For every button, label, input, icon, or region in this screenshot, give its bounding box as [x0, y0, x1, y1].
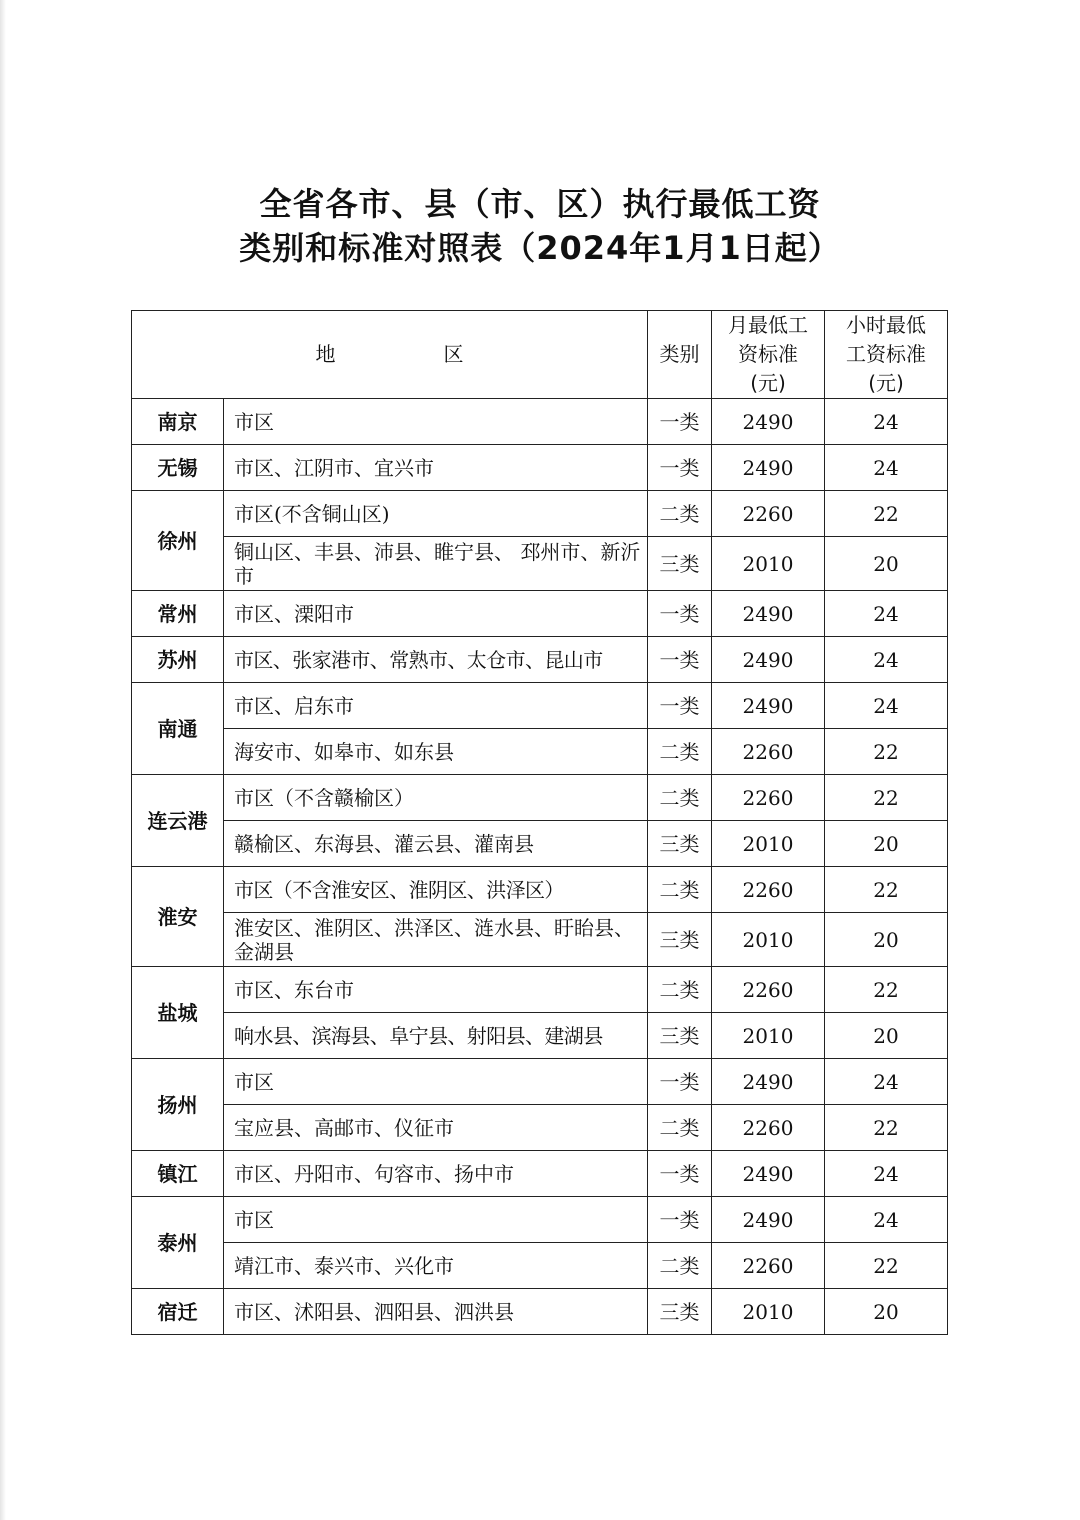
table-row	[132, 537, 948, 591]
table-row	[132, 683, 948, 729]
monthly-cell: 2260	[712, 729, 825, 775]
header-region: 地 区	[132, 311, 648, 399]
header-category: 类别	[648, 311, 712, 399]
area-cell: 市区(不含铜山区)	[224, 491, 648, 537]
title-line-2: 类别和标准对照表（2024年1月1日起）	[239, 229, 841, 267]
city-cell: 南通	[132, 683, 224, 775]
monthly-cell: 2260	[712, 775, 825, 821]
monthly-cell: 2490	[712, 591, 825, 637]
area-cell: 市区、启东市	[224, 683, 648, 729]
document-title	[0, 182, 1080, 270]
area-cell: 市区、沭阳县、泗阳县、泗洪县	[224, 1289, 648, 1335]
category-cell: 二类	[648, 867, 712, 913]
monthly-cell: 2260	[712, 1105, 825, 1151]
city-cell: 淮安	[132, 867, 224, 967]
table-row	[132, 591, 948, 637]
category-cell: 一类	[648, 637, 712, 683]
hourly-cell: 22	[825, 729, 948, 775]
city-cell: 泰州	[132, 1197, 224, 1289]
table-row	[132, 1151, 948, 1197]
area-cell: 铜山区、丰县、沛县、睢宁县、 邳州市、新沂市	[224, 537, 648, 591]
area-cell: 市区	[224, 399, 648, 445]
hourly-cell: 20	[825, 1289, 948, 1335]
hourly-cell: 22	[825, 491, 948, 537]
hourly-cell: 20	[825, 913, 948, 967]
area-cell: 市区、溧阳市	[224, 591, 648, 637]
area-cell: 市区、张家港市、常熟市、太仓市、昆山市	[224, 637, 648, 683]
monthly-cell: 2490	[712, 1197, 825, 1243]
monthly-cell: 2010	[712, 537, 825, 591]
monthly-cell: 2010	[712, 913, 825, 967]
category-cell: 三类	[648, 821, 712, 867]
hourly-cell: 20	[825, 537, 948, 591]
table-row	[132, 1105, 948, 1151]
category-cell: 二类	[648, 729, 712, 775]
area-cell: 淮安区、淮阴区、洪泽区、涟水县、盱眙县、金湖县	[224, 913, 648, 967]
header-row	[132, 311, 948, 399]
hourly-cell: 22	[825, 1243, 948, 1289]
table-row	[132, 491, 948, 537]
monthly-cell: 2260	[712, 967, 825, 1013]
category-cell: 三类	[648, 537, 712, 591]
hourly-cell: 22	[825, 967, 948, 1013]
area-cell: 市区（不含赣榆区）	[224, 775, 648, 821]
area-cell: 市区（不含淮安区、淮阴区、洪泽区）	[224, 867, 648, 913]
category-cell: 二类	[648, 1243, 712, 1289]
area-cell: 海安市、如皋市、如东县	[224, 729, 648, 775]
monthly-cell: 2260	[712, 1243, 825, 1289]
header-monthly-standard: 月最低工 资标准 (元)	[712, 311, 825, 399]
city-cell: 徐州	[132, 491, 224, 591]
area-cell: 市区、东台市	[224, 967, 648, 1013]
city-cell: 南京	[132, 399, 224, 445]
hourly-cell: 24	[825, 1151, 948, 1197]
hourly-cell: 24	[825, 399, 948, 445]
hourly-cell: 24	[825, 1197, 948, 1243]
table-row	[132, 637, 948, 683]
area-cell: 宝应县、高邮市、仪征市	[224, 1105, 648, 1151]
table-row	[132, 1059, 948, 1105]
hourly-cell: 24	[825, 637, 948, 683]
table-row	[132, 399, 948, 445]
city-cell: 镇江	[132, 1151, 224, 1197]
monthly-cell: 2490	[712, 683, 825, 729]
category-cell: 二类	[648, 491, 712, 537]
table-row	[132, 867, 948, 913]
city-cell: 宿迁	[132, 1289, 224, 1335]
area-cell: 靖江市、泰兴市、兴化市	[224, 1243, 648, 1289]
hourly-cell: 22	[825, 1105, 948, 1151]
area-cell: 市区	[224, 1059, 648, 1105]
category-cell: 二类	[648, 967, 712, 1013]
category-cell: 一类	[648, 445, 712, 491]
city-cell: 苏州	[132, 637, 224, 683]
hourly-cell: 24	[825, 591, 948, 637]
category-cell: 一类	[648, 1197, 712, 1243]
table-row	[132, 913, 948, 967]
table-row	[132, 1197, 948, 1243]
city-cell: 扬州	[132, 1059, 224, 1151]
table-row	[132, 775, 948, 821]
table-row	[132, 445, 948, 491]
hourly-cell: 20	[825, 1013, 948, 1059]
city-cell: 常州	[132, 591, 224, 637]
category-cell: 二类	[648, 1105, 712, 1151]
category-cell: 三类	[648, 1289, 712, 1335]
category-cell: 三类	[648, 1013, 712, 1059]
monthly-cell: 2490	[712, 445, 825, 491]
monthly-cell: 2490	[712, 1059, 825, 1105]
table-row	[132, 1243, 948, 1289]
category-cell: 一类	[648, 399, 712, 445]
hourly-cell: 22	[825, 867, 948, 913]
city-cell: 盐城	[132, 967, 224, 1059]
category-cell: 二类	[648, 775, 712, 821]
hourly-cell: 24	[825, 445, 948, 491]
monthly-cell: 2010	[712, 821, 825, 867]
monthly-cell: 2010	[712, 1289, 825, 1335]
city-cell: 无锡	[132, 445, 224, 491]
monthly-cell: 2010	[712, 1013, 825, 1059]
category-cell: 一类	[648, 683, 712, 729]
hourly-cell: 24	[825, 683, 948, 729]
category-cell: 一类	[648, 591, 712, 637]
table-row	[132, 821, 948, 867]
monthly-cell: 2490	[712, 399, 825, 445]
category-cell: 一类	[648, 1059, 712, 1105]
monthly-cell: 2490	[712, 637, 825, 683]
hourly-cell: 20	[825, 821, 948, 867]
monthly-cell: 2260	[712, 491, 825, 537]
hourly-cell: 24	[825, 1059, 948, 1105]
table-row	[132, 729, 948, 775]
table-row	[132, 1289, 948, 1335]
title-line-1: 全省各市、县（市、区）执行最低工资	[259, 185, 821, 223]
city-cell: 连云港	[132, 775, 224, 867]
hourly-cell: 22	[825, 775, 948, 821]
area-cell: 市区、丹阳市、句容市、扬中市	[224, 1151, 648, 1197]
area-cell: 市区	[224, 1197, 648, 1243]
area-cell: 响水县、滨海县、阜宁县、射阳县、建湖县	[224, 1013, 648, 1059]
area-cell: 市区、江阴市、宜兴市	[224, 445, 648, 491]
area-cell: 赣榆区、东海县、灌云县、灌南县	[224, 821, 648, 867]
header-hourly-standard: 小时最低 工资标准 (元)	[825, 311, 948, 399]
monthly-cell: 2260	[712, 867, 825, 913]
category-cell: 一类	[648, 1151, 712, 1197]
minimum-wage-table	[131, 310, 948, 1335]
table-row	[132, 1013, 948, 1059]
monthly-cell: 2490	[712, 1151, 825, 1197]
table-row	[132, 967, 948, 1013]
category-cell: 三类	[648, 913, 712, 967]
